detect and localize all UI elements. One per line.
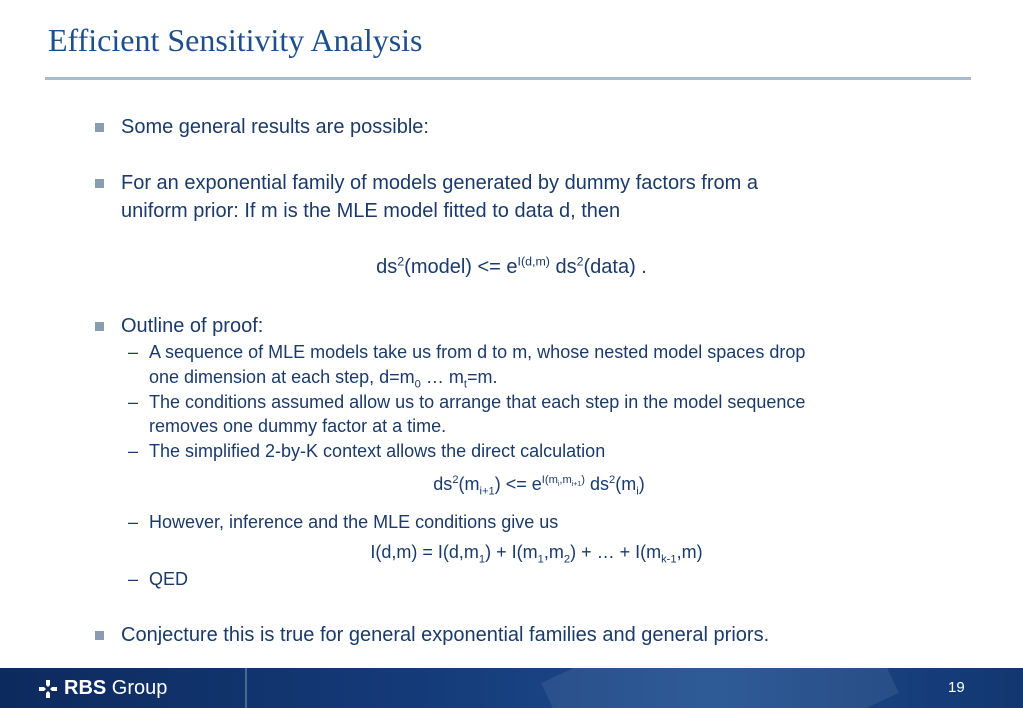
rbs-logo: RBS Group (38, 677, 167, 700)
square-bullet-icon (95, 322, 104, 331)
footer-decoration (541, 668, 899, 708)
dash-bullet: – (128, 392, 139, 412)
square-bullet-icon (95, 123, 104, 132)
dash-bullet: – (128, 512, 139, 532)
rbs-daisy-icon (38, 679, 58, 699)
dash-bullet: – (128, 569, 139, 589)
formula-sum-decomposition: $I(d,m) = I(d,m_1) + I(m_1,m_2)$ + … + $I(m_{k-1},m)$ (370, 542, 703, 566)
dash-bullet: – (128, 441, 139, 461)
formula-step-bound: $ds^2(m_{i+1}) <= e^{I(m_i,m_{i+1})}$ $ds^2(m_i)$ (433, 474, 645, 498)
footer-bar (0, 668, 1023, 708)
footer-divider (245, 668, 247, 708)
dash-bullet: – (128, 342, 139, 362)
square-bullet-icon (95, 631, 104, 640)
square-bullet-icon (95, 179, 104, 188)
formula-model-data: $ds^2(model) <= e^{I(d,m)}$ $ds^2(data)$ . (376, 254, 647, 278)
page-number: 19 (948, 679, 965, 696)
slide-title: Efficient Sensitivity Analysis (48, 22, 423, 58)
slide-body: Some general results are possible: For an exponential family of models generated by dummy factors from a uniform prior: If m is the MLE model fitted to data d, then $ds^2(model) <= e^{I(d,m)}$ $ds^2(data)$ . Outline of proof: – A sequence of MLE models take us from d to m, whose nested model spaces drop one dimension at each step, $d=m_0$ … $m_t=m$. – The conditions assumed allow us to arrange that each step in the model sequence removes one dummy factor at a time. – The simplified 2-by-K context allows the direct calculation $ds^2(m_{i+1}) <= e^{I(m_i,m_{i+1})}$ $ds^2(m_i)$ – However, inference and the MLE conditions give us $I(d,m) = I(d,m_1) + I(m_1,m_2)$ + … + $I(m_{k-1},m)$ – QED Conjecture this is true for general exponential families and general priors. (0, 0, 1023, 660)
